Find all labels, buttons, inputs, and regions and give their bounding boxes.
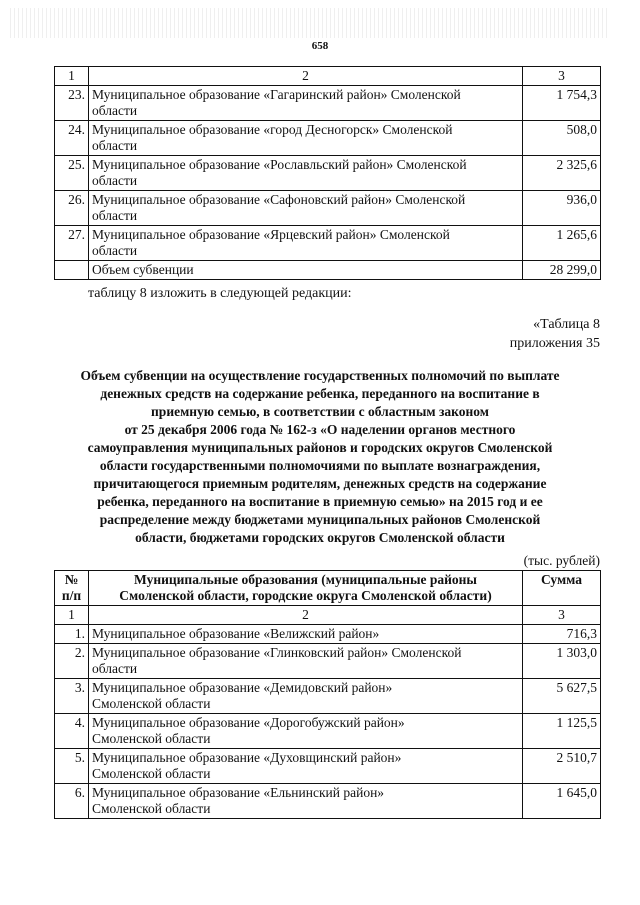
municipality-name — [89, 121, 523, 156]
table-row — [55, 226, 601, 261]
title-line: приемную семью, в соответствии с областным законом — [151, 404, 489, 419]
table-row — [55, 714, 601, 749]
title-line: денежных средств на содержание ребенка, переданного на воспитание в — [100, 386, 540, 401]
row-number: 27. — [55, 226, 89, 261]
subvention-table — [54, 570, 601, 819]
title-line: области, бюджетами городских округов Смоленской области — [135, 530, 505, 545]
row-value: 2 325,6 — [523, 156, 601, 191]
total-value: 28 299,0 — [523, 261, 601, 280]
municipality-line: области — [92, 173, 138, 188]
municipality-name — [89, 226, 523, 261]
municipality-line: области — [92, 208, 138, 223]
municipality-line: Муниципальное образование «Рославльский район» Смоленской — [92, 157, 467, 172]
row-value: 1 125,5 — [523, 714, 601, 749]
row-number: 3. — [55, 679, 89, 714]
row-value: 2 510,7 — [523, 749, 601, 784]
municipality-line: Муниципальное образование «Дорогобужский район» — [92, 715, 405, 730]
column-header-municipality — [89, 571, 523, 606]
table-header-row — [55, 571, 601, 606]
municipality-name — [89, 784, 523, 819]
municipality-line: Смоленской области — [92, 696, 211, 711]
municipality-line: Смоленской области — [92, 801, 211, 816]
column-header-sum: Сумма — [523, 571, 601, 606]
municipality-name — [89, 679, 523, 714]
row-value: 936,0 — [523, 191, 601, 226]
total-label: Объем субвенции — [89, 261, 523, 280]
table-cell: 2 — [89, 67, 523, 86]
municipality-line: Муниципальное образование «Гагаринский район» Смоленской — [92, 87, 461, 102]
title-line: распределение между бюджетами муниципальных районов Смоленской — [99, 512, 541, 527]
row-value: 1 645,0 — [523, 784, 601, 819]
row-number: 5. — [55, 749, 89, 784]
title-line: причитающегося приемным родителям, денежных средств на содержание — [93, 476, 547, 491]
row-number: 24. — [55, 121, 89, 156]
page-number: 658 — [311, 40, 329, 52]
title-line: ребенка, переданного на воспитание в приемную семью» на 2015 год и ее — [97, 494, 543, 509]
municipality-name — [89, 714, 523, 749]
table-row — [55, 679, 601, 714]
municipality-line: Смоленской области — [92, 766, 211, 781]
total-empty-cell — [55, 261, 89, 280]
table-row — [55, 191, 601, 226]
municipality-name — [89, 749, 523, 784]
row-number: 23. — [55, 86, 89, 121]
table-reference-line2: приложения 35 — [509, 336, 600, 351]
municipality-line: Муниципальное образование «Ельнинский район» — [92, 785, 385, 800]
row-value: 508,0 — [523, 121, 601, 156]
table-cell: 3 — [523, 67, 601, 86]
municipality-line: Муниципальное образование «Духовщинский район» — [92, 750, 402, 765]
row-value: 1 265,6 — [523, 226, 601, 261]
table-row — [55, 156, 601, 191]
table-cell: 3 — [523, 606, 601, 625]
row-number: 25. — [55, 156, 89, 191]
row-number: 26. — [55, 191, 89, 226]
municipality-line: области — [92, 103, 138, 118]
table-continuation — [54, 66, 601, 280]
municipality-name — [89, 625, 523, 644]
row-number: 4. — [55, 714, 89, 749]
row-value: 716,3 — [523, 625, 601, 644]
scan-artifact-strip — [10, 8, 610, 38]
municipality-line: Муниципальное образование «Велижский район» — [92, 626, 380, 641]
municipality-name — [89, 86, 523, 121]
table-cell: 1 — [55, 67, 89, 86]
row-number: 2. — [55, 644, 89, 679]
table-row — [55, 625, 601, 644]
municipality-line: Муниципальное образование «Сафоновский район» Смоленской — [92, 192, 466, 207]
table-index-row — [55, 606, 601, 625]
municipality-line: области — [92, 661, 138, 676]
table-row — [55, 86, 601, 121]
municipality-line: Муниципальное образование «Ярцевский район» Смоленской — [92, 227, 450, 242]
title-line: области государственными полномочиями по выплате вознаграждения, — [99, 458, 541, 473]
table-cell: 2 — [89, 606, 523, 625]
title-line: Объем субвенции на осуществление государственных полномочий по выплате — [80, 368, 560, 383]
column-header-number — [55, 571, 89, 606]
header-text: Муниципальные образования (муниципальные районы — [134, 572, 477, 587]
table-cell: 1 — [55, 606, 89, 625]
table-row — [55, 784, 601, 819]
municipality-line: Смоленской области — [92, 731, 211, 746]
table-row — [55, 644, 601, 679]
table-row — [55, 121, 601, 156]
row-number: 1. — [55, 625, 89, 644]
row-value: 1 303,0 — [523, 644, 601, 679]
municipality-line: области — [92, 243, 138, 258]
municipality-line: Муниципальное образование «Глинковский район» Смоленской — [92, 645, 462, 660]
municipality-line: Муниципальное образование «город Десногорск» Смоленской — [92, 122, 453, 137]
municipality-line: Муниципальное образование «Демидовский район» — [92, 680, 393, 695]
total-row — [55, 261, 601, 280]
row-value: 1 754,3 — [523, 86, 601, 121]
header-text: № — [64, 572, 79, 587]
table-index-row — [55, 67, 601, 86]
title-line: от 25 декабря 2006 года № 162-з «О наделении органов местного — [124, 422, 516, 437]
document-title — [40, 367, 600, 547]
row-number: 6. — [55, 784, 89, 819]
table-row — [55, 749, 601, 784]
table-reference-line1: «Таблица 8 — [533, 317, 600, 332]
row-value: 5 627,5 — [523, 679, 601, 714]
municipality-name — [89, 191, 523, 226]
units-label: (тыс. рублей) — [523, 553, 600, 568]
header-text: Смоленской области, городские округа Смоленской области) — [119, 588, 492, 603]
municipality-name — [89, 156, 523, 191]
municipality-name — [89, 644, 523, 679]
title-line: самоуправления муниципальных районов и городских округов Смоленской — [87, 440, 553, 455]
header-text: п/п — [61, 588, 82, 603]
municipality-line: области — [92, 138, 138, 153]
amendment-instruction: таблицу 8 изложить в следующей редакции: — [88, 286, 352, 301]
